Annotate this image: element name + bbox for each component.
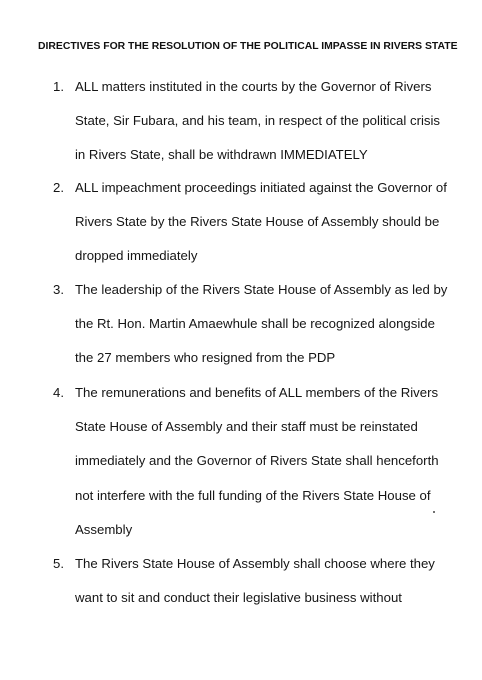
item-1-line-1: ALL matters instituted in the courts by the Governor of Rivers	[75, 79, 432, 94]
item-5-line-2: want to sit and conduct their legislative business without	[75, 590, 402, 605]
item-2-line-2: Rivers State by the Rivers State House of Assembly should be	[75, 214, 440, 229]
item-3-line-2: the Rt. Hon. Martin Amaewhule shall be recognized alongside	[75, 316, 435, 331]
scan-speck	[433, 511, 435, 513]
item-2-number: 2.	[53, 180, 64, 195]
document-title: DIRECTIVES FOR THE RESOLUTION OF THE POLITICAL IMPASSE IN RIVERS STATE	[38, 41, 458, 52]
item-4-line-5: Assembly	[75, 522, 133, 537]
item-1-line-2: State, Sir Fubara, and his team, in respect of the political crisis	[75, 113, 441, 128]
item-4-line-2: State House of Assembly and their staff must be reinstated	[75, 419, 418, 434]
item-2-line-1: ALL impeachment proceedings initiated against the Governor of	[75, 180, 447, 195]
item-1-number: 1.	[53, 79, 64, 94]
item-3-number: 3.	[53, 282, 64, 297]
item-3-line-3: the 27 members who resigned from the PDP	[75, 350, 336, 365]
item-4-line-1: The remunerations and benefits of ALL members of the Rivers	[75, 385, 439, 400]
item-3-line-1: The leadership of the Rivers State House of Assembly as led by	[75, 282, 448, 297]
item-4-line-4: not interfere with the full funding of the Rivers State House of	[75, 488, 431, 503]
item-2-line-3: dropped immediately	[75, 248, 198, 263]
item-5-number: 5.	[53, 556, 64, 571]
item-4-line-3: immediately and the Governor of Rivers State shall henceforth	[75, 453, 439, 468]
item-1-line-3: in Rivers State, shall be withdrawn IMMEDIATELY	[75, 147, 368, 162]
item-4-number: 4.	[53, 385, 64, 400]
item-5-line-1: The Rivers State House of Assembly shall choose where they	[75, 556, 435, 571]
